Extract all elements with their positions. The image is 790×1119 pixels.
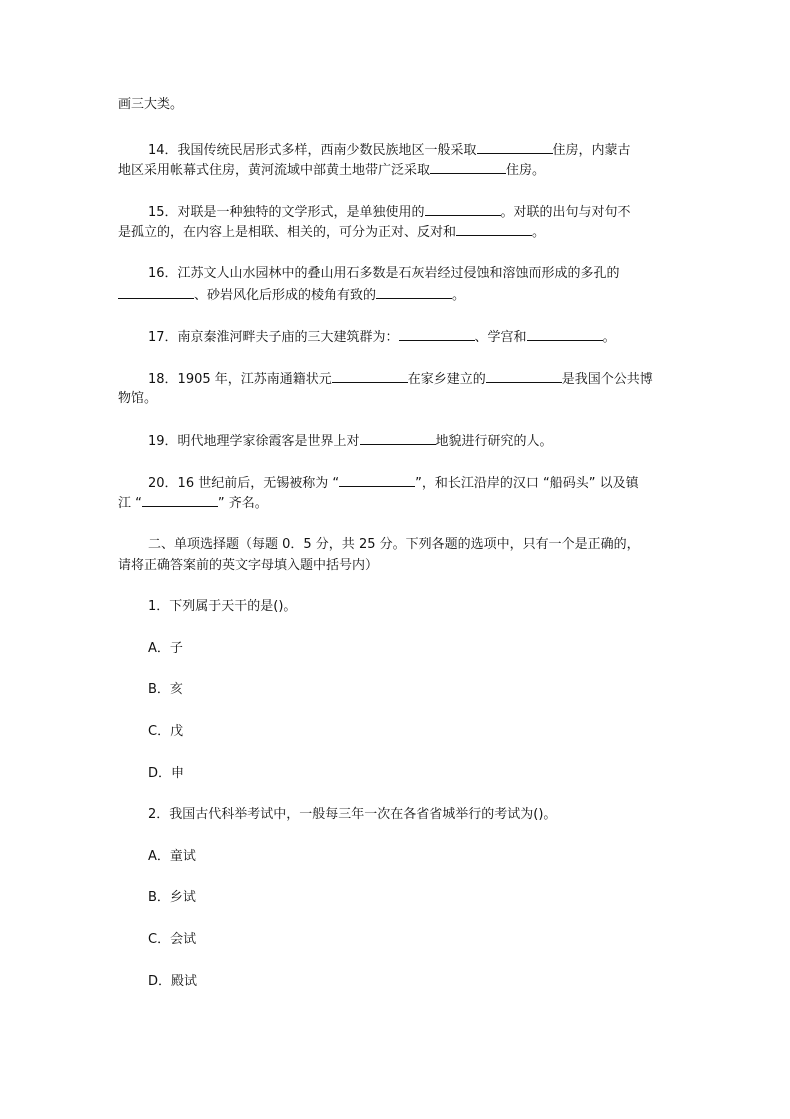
fill-blank	[425, 202, 501, 216]
text: C．会试	[148, 932, 197, 947]
text: ” 齐名。	[217, 496, 268, 511]
question-16	[148, 264, 620, 284]
fill-blank	[456, 222, 532, 236]
option-a	[148, 847, 196, 867]
fill-blank	[527, 327, 603, 341]
text: D．殿试	[148, 974, 198, 989]
option-d	[148, 764, 184, 784]
text: 19．明代地理学家徐霞客是世界上对	[148, 434, 360, 449]
fill-blank	[339, 473, 415, 487]
option-a	[148, 639, 183, 659]
question-15	[148, 202, 631, 222]
fill-blank	[430, 160, 506, 174]
fill-blank	[399, 327, 475, 341]
text: 。	[452, 288, 466, 303]
paragraph-continuation	[118, 95, 183, 115]
text: 15．对联是一种独特的文学形式，是单独使用的	[148, 205, 425, 220]
option-d	[148, 972, 197, 992]
section-2-instructions	[118, 556, 378, 576]
text: 。	[602, 330, 616, 345]
option-c	[148, 722, 183, 742]
fill-blank	[376, 285, 452, 299]
text: 住房，内蒙古	[552, 143, 631, 158]
fill-blank	[486, 369, 562, 383]
text: B．亥	[148, 682, 183, 697]
text: A．子	[148, 641, 183, 656]
text: 在家乡建立的	[407, 372, 486, 387]
text: A．童试	[148, 849, 196, 864]
question-18-line-2	[118, 389, 157, 409]
question-18	[148, 369, 653, 389]
text: ”，和长江沿岸的汉口 “船码头” 以及镇	[415, 476, 639, 491]
text: 是孤立的，在内容上是相联、相关的，可分为正对、反对和	[118, 225, 457, 240]
fill-blank	[142, 493, 218, 507]
question-15-line-2	[118, 222, 545, 242]
option-b	[148, 888, 196, 908]
text: 2．我国古代科举考试中，一般每三年一次在各省省城举行的考试为()。	[148, 807, 557, 822]
fill-blank	[360, 431, 436, 445]
text: 1．下列属于天干的是()。	[148, 599, 297, 614]
text: 14．我国传统民居形式多样，西南少数民族地区一般采取	[148, 143, 477, 158]
text: 。对联的出句与对句不	[500, 205, 631, 220]
question-20	[148, 473, 639, 493]
fill-blank	[332, 369, 408, 383]
text: D．申	[148, 766, 185, 781]
question-17	[148, 327, 616, 347]
text: 、学宫和	[474, 330, 527, 345]
question-14-line-2	[118, 160, 545, 180]
text: 地区采用帐幕式住房，黄河流域中部黄土地带广泛采取	[118, 163, 431, 178]
text: 江 “	[118, 496, 142, 511]
text: 住房。	[506, 163, 546, 178]
text: 。	[532, 225, 546, 240]
text: C．戊	[148, 724, 184, 739]
text: 是我国个公共博	[561, 372, 653, 387]
text: 地貌进行研究的人。	[435, 434, 553, 449]
choice-question-2	[148, 805, 556, 825]
text: 18．1905 年，江苏南通籍状元	[148, 372, 332, 387]
text: 16．江苏文人山水园林中的叠山用石多数是石灰岩经过侵蚀和溶蚀而形成的多孔的	[148, 266, 620, 281]
choice-question-1	[148, 597, 296, 617]
fill-blank	[118, 285, 194, 299]
option-b	[148, 680, 183, 700]
text: 、砂岩风化后形成的棱角有致的	[194, 288, 377, 303]
text: 17．南京秦淮河畔夫子庙的三大建筑群为：	[148, 330, 399, 345]
option-c	[148, 930, 196, 950]
text: 20．16 世纪前后，无锡被称为 “	[148, 476, 340, 491]
fill-blank	[477, 140, 553, 154]
text: 物馆。	[118, 391, 158, 406]
question-19	[148, 431, 553, 451]
section-2-heading	[148, 535, 640, 555]
text: B．乡试	[148, 890, 196, 905]
text: 二、单项选择题（每题 0．5 分，共 25 分。下列各题的选项中，只有一个是正确的，	[148, 537, 640, 552]
question-16-line-2	[118, 285, 465, 305]
text: 画三大类。	[118, 97, 184, 112]
question-14	[148, 140, 631, 160]
question-20-line-2	[118, 493, 268, 513]
text: 请将正确答案前的英文字母填入题中括号内）	[118, 558, 379, 573]
